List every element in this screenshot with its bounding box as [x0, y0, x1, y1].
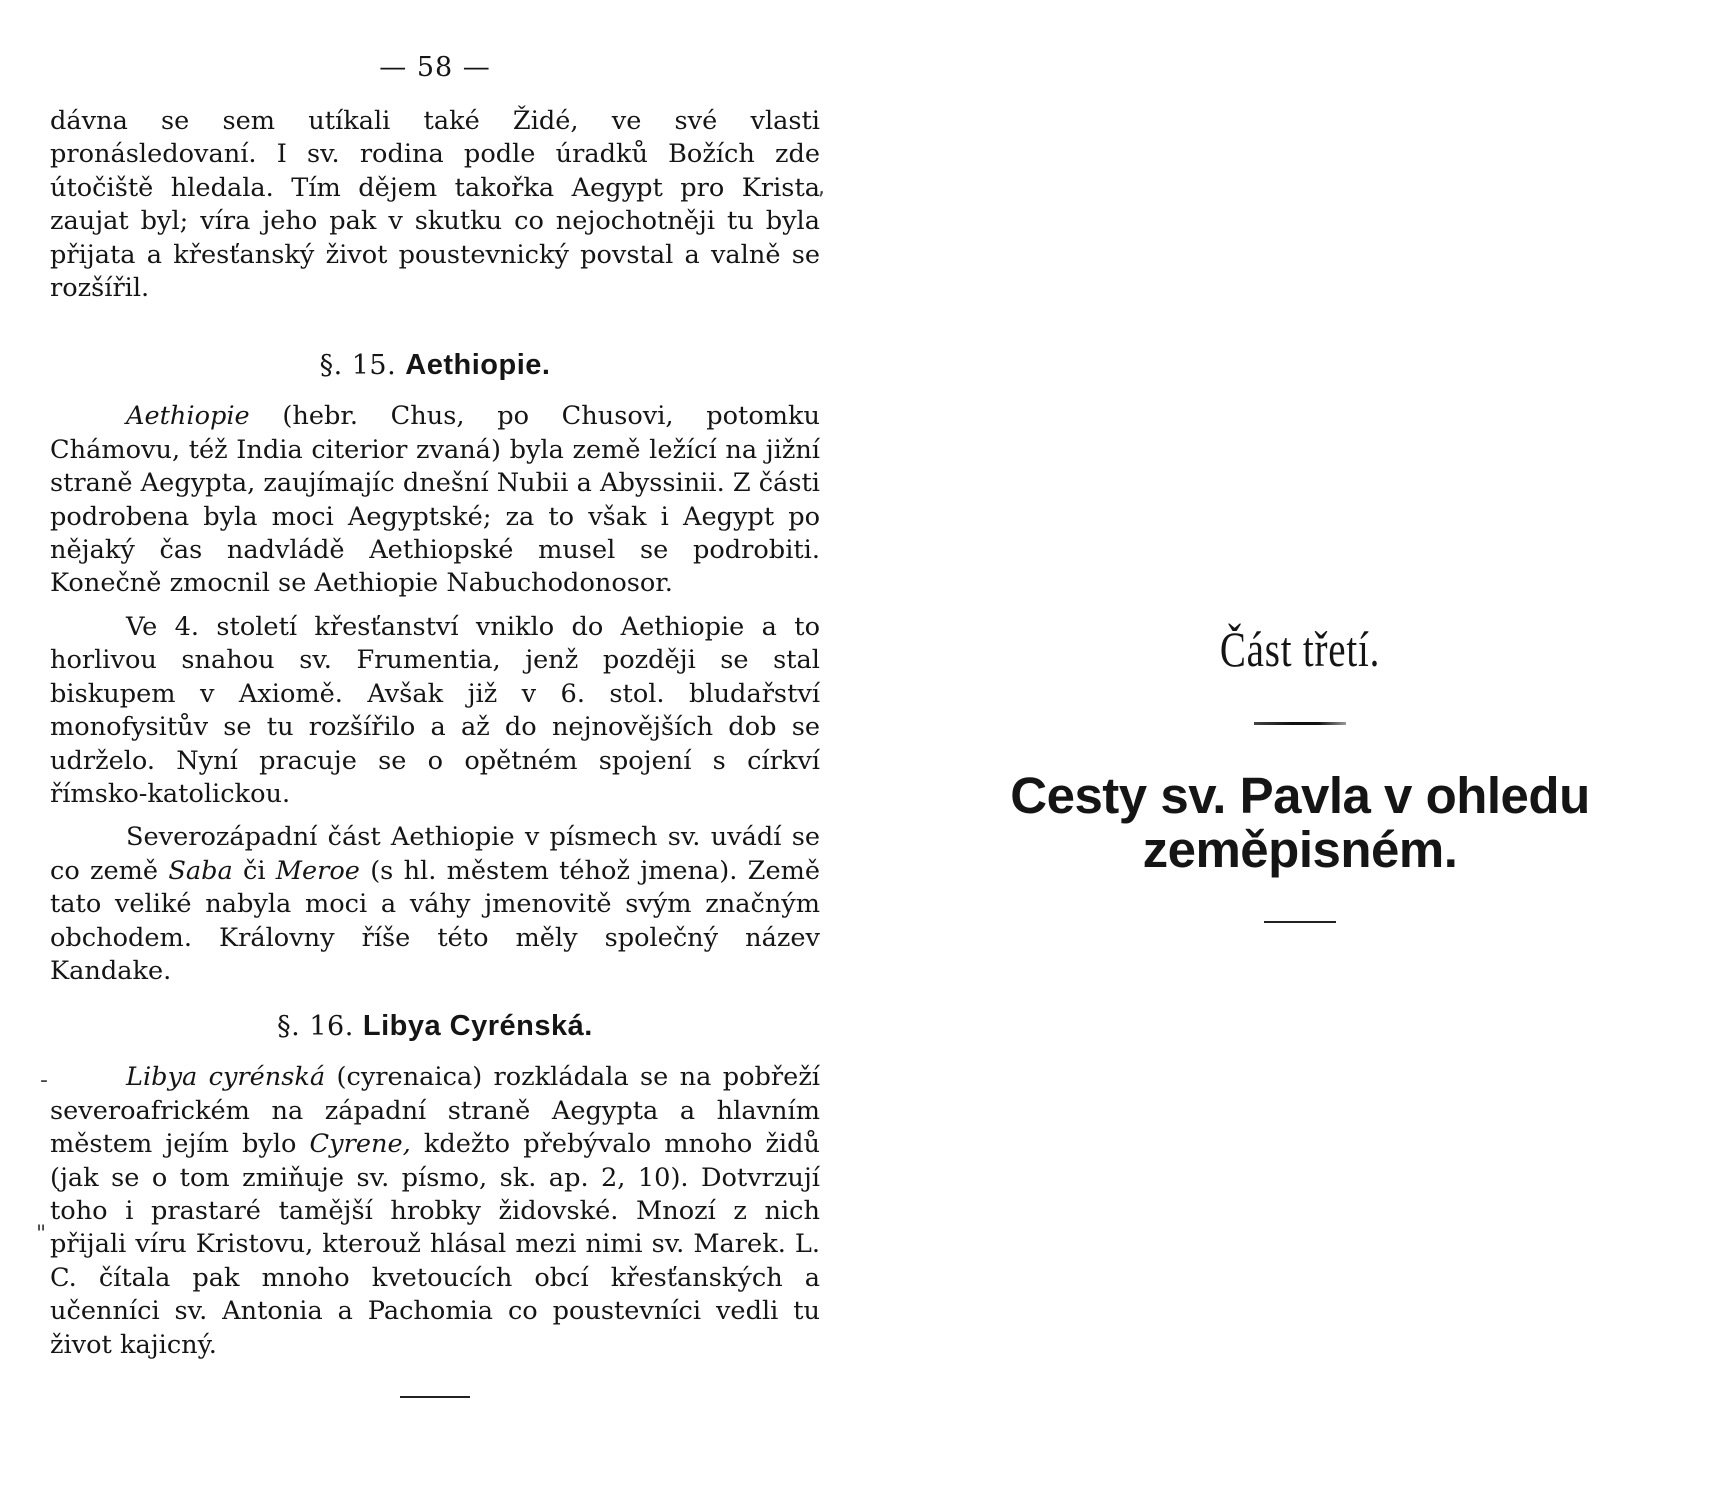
page-number: — 58 — [379, 52, 491, 83]
section-16-title: Libya Cyrénská. [362, 1010, 593, 1043]
print-speck-1: , [818, 175, 825, 200]
part-title: Část třetí. [1219, 621, 1381, 677]
main-heading: Cesty sv. Pavla v ohledu zeměpisném. [1010, 767, 1590, 878]
libya-paragraph-1-text-a: (cyrenaica) rozkládala se na pobřeží severoafrickém na západní straně Aegypta a hlavním městem jejím bylo [50, 1062, 820, 1160]
heading-bottom-rule [1264, 921, 1336, 923]
aethiopie-lead-term: Aethiopie [126, 401, 250, 432]
aethiopie-paragraph-1-text: (hebr. Chus, po Chusovi, potomku Chámovu, též India citerior zvaná) byla země ležící na jižní straně Aegypta, zaujímajíc dnešní Nubii a Abyssinii. Z části podrobena byla moci Aegyptské; za to však i Aegypt po nějaký čas nadvládě Aethiopské musel se podrobiti. Konečně zmocnil se Aethiopie Nabuchodonosor. [50, 401, 820, 599]
intro-paragraph: dávna se sem utíkali také Židé, ve své vlasti pronásledovaní. I sv. rodina podle úradků Božích zde útočiště hledala. Tím dějem takořka Aegypt pro Krista zaujat byl; víra jeho pak v skutku co nejochotněji tu byla přijata a křesťanský život poustevnický povstal a valně se rozšířil. [50, 106, 820, 304]
aethiopie-paragraph-1 [50, 400, 820, 600]
libya-paragraph-1-text-b: kdežto přebývalo mnoho židů (jak se o tom zmiňuje sv. písmo, sk. ap. 2, 10). Dotvrzují toho i prastaré tamější hrobky židovské. Mnozí z nich přijali víru Kristovu, kterouž hlásal mezi nimi sv. Marek. L. C. čítala pak mnoho kvetoucích obcí křesťanských a učenníci sv. Antonia a Pachomia co poustevníci vedli tu život kajicný. [50, 1129, 820, 1360]
section-16-heading [50, 1010, 820, 1043]
aethiopie-paragraph-2: Ve 4. století křesťanství vniklo do Aethiopie a to horlivou snahou sv. Frumentia, jenž později se stal biskupem v Axiomě. Avšak již v 6. stol. bludařství monofysitův se tu rozšířilo a až do nejnovějších dob se udrželo. Nyní pracuje se o opětném spojení s církví římsko-katolickou. [50, 611, 820, 809]
term-meroe: Meroe [275, 855, 360, 886]
term-cyrene: Cyrene, [309, 1129, 411, 1160]
right-page [910, 620, 1690, 923]
print-speck-3: " [36, 1222, 47, 1247]
section-15-number: §. 15. [319, 350, 397, 382]
libya-paragraph-1 [50, 1061, 820, 1362]
left-page [50, 52, 820, 1398]
aethiopie-paragraph-3-text-c: (s hl. městem téhož jmena). Země tato veliké nabyla moci a váhy jmenovitě svým značným obchodem. Královny říše této měly společný název Kandake. [50, 855, 821, 986]
section-15-heading [50, 349, 820, 382]
term-saba: Saba [168, 855, 233, 886]
section-16-number: §. 16. [277, 1011, 354, 1043]
ornament-rule [1254, 722, 1346, 725]
aethiopie-paragraph-3 [50, 821, 820, 988]
print-speck-2: - [40, 1068, 48, 1093]
section-15-title: Aethiopie. [405, 349, 551, 382]
aethiopie-paragraph-3-text-a: Severozápadní část Aethiopie v písmech sv. uvádí se co země [50, 822, 820, 886]
end-rule [400, 1396, 470, 1398]
libya-lead-term: Libya cyrénská [126, 1062, 326, 1093]
aethiopie-paragraph-3-text-b: či [232, 855, 276, 886]
